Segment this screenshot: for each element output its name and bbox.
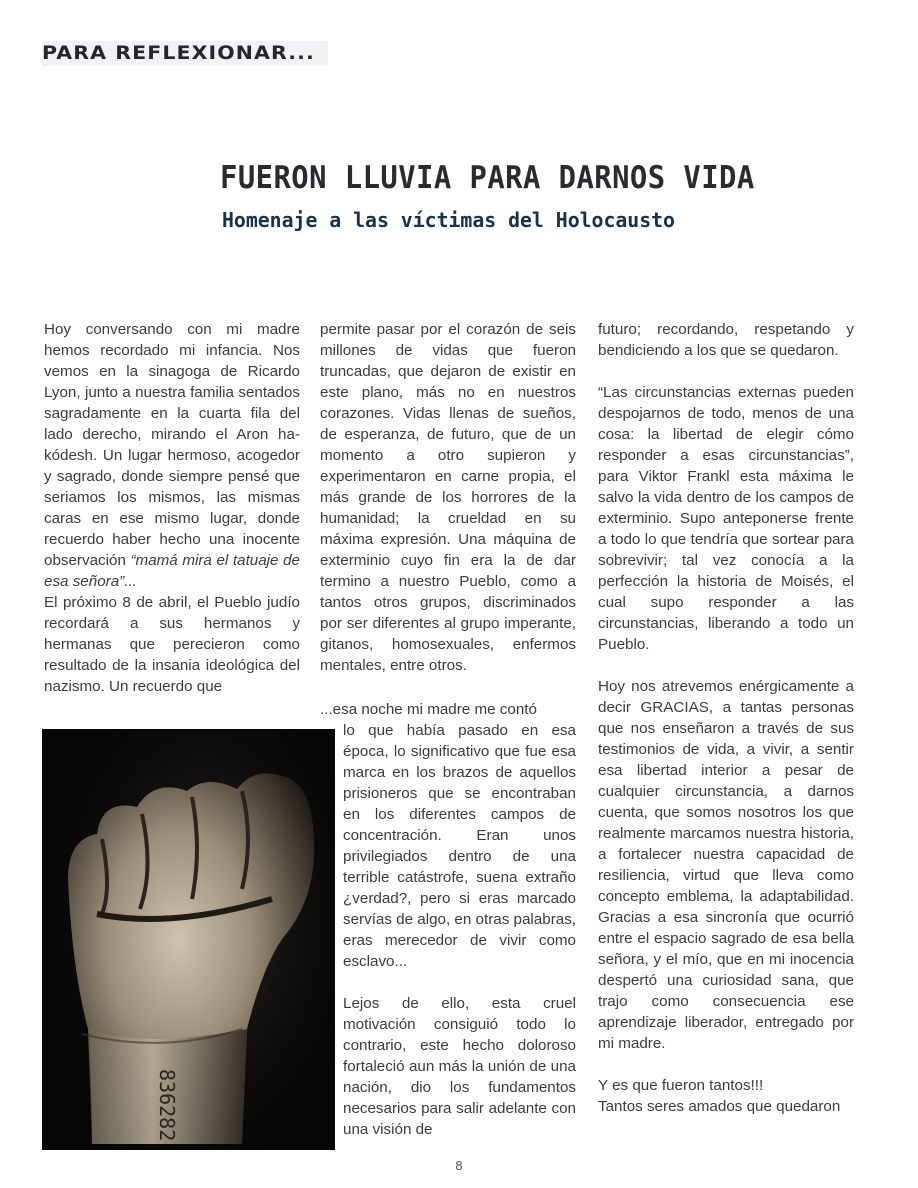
paragraph (44, 319, 300, 592)
column-3 (598, 319, 854, 1117)
raised-fist-photo (42, 729, 335, 1150)
paragraph: El próximo 8 de abril, el Pueblo judío recordará a sus hermanos y hermanas que perecieron como resultado de la insania ideológica del nazismo. Un recuerdo que (44, 594, 300, 695)
paragraph: futuro; recordando, respetando y bendiciendo a los que se quedaron. (598, 321, 854, 359)
article-subtitle: Homenaje a las víctimas del Holocausto (222, 208, 675, 232)
article-title: FUERON LLUVIA PARA DARNOS VIDA (220, 160, 755, 196)
quote: “mamá mira el tatuaje de esa señora”... (44, 552, 300, 590)
raised-fist-icon (42, 729, 335, 1150)
column-1 (44, 319, 300, 697)
column-2-bottom (343, 720, 576, 1140)
page-number: 8 (455, 1158, 463, 1173)
column-2-top (320, 319, 576, 676)
paragraph: permite pasar por el corazón de seis millones de vidas que fueron truncadas, que dejaron de existir en este plano, más no en nuestros corazones. Vidas llenas de sueños, de esperanza, de futuro, que de un momento a otro supieron y experimentaron en carne propia, el más grande de los horrores de la humanidad; la crueldad en su máxima expresión. Una máquina de exterminio cuyo fin era la de dar termino a nuestro Pueblo, como a tantos otros grupos, discriminados por ser diferentes al grupo imperante, gitanos, homosexuales, enfermos mentales, entre otros. (320, 321, 576, 674)
paragraph: Lejos de ello, esta cruel motivación consiguió todo lo contrario, este hecho doloroso fortaleció aun más la unión de una nación, dio los fundamentos necesarios para salir adelante con una visión de (343, 995, 576, 1138)
paragraph: Tantos seres amados que quedaron (598, 1098, 841, 1115)
tattoo-number: 836282 (155, 1069, 179, 1142)
paragraph: Hoy nos atrevemos enérgicamente a decir GRACIAS, a tantas personas que nos enseñaron a través de sus testimonios de vida, a vivir, a sentir esa libertad interior a pesar de cualquier circunstancia, a darnos cuenta, que somos nosotros los que realmente marcamos nuestra historia, a fortalecer nuestra capacidad de resiliencia, virtud que lleva como concepto emblema, la adaptabilidad. Gracias a esa sincronía que ocurrió entre el espacio sagrado de esa bella señora, y el mío, que en mi inocencia despertó una curiosidad sana, que trajo como consecuencia ese aprendizaje liberador, entregado por mi madre. (598, 678, 854, 1052)
paragraph-text: Hoy conversando con mi madre hemos recordado mi infancia. Nos vemos en la sinagoga de Ricardo Lyon, junto a nuestra familia sentados sagradamente en la cuarta fila del lado derecho, mirando el Aron ha-kódesh. Un lugar hermoso, acogedor y sagrado, donde siempre pensé que seriamos los mismos, las mismas caras en ese mismo lugar, donde recuerdo haber hecho una inocente observación (44, 321, 300, 569)
column-2-wrap-line (320, 699, 576, 720)
paragraph: “Las circunstancias externas pueden despojarnos de todo, menos de una cosa: la libertad de elegir cómo responder a esas circunstancias”, para Viktor Frankl esta máxima le salvo la vida dentro de los campos de exterminio. Supo anteponerse frente a todo lo que tendría que sortear para sobrevivir; tal vez conocía a la perfección la historia de Moisés, el cual supo responder a las circunstancias, liberando a todo un Pueblo. (598, 384, 854, 653)
paragraph: lo que había pasado en esa época, lo significativo que fue esa marca en los brazos de aquellos prisioneros que se encontraban en los diferentes campos de concentración. Eran unos privilegiados dentro de una terrible catástrofe, suena extraño ¿verdad?, pero si eras marcado servías de algo, en otras palabras, eras merecedor de vivir como esclavo... (343, 722, 577, 970)
paragraph: Y es que fueron tantos!!! (598, 1077, 764, 1094)
section-label: PARA REFLEXIONAR... (42, 42, 315, 64)
paragraph-first-line: ...esa noche mi madre me contó (320, 701, 537, 718)
